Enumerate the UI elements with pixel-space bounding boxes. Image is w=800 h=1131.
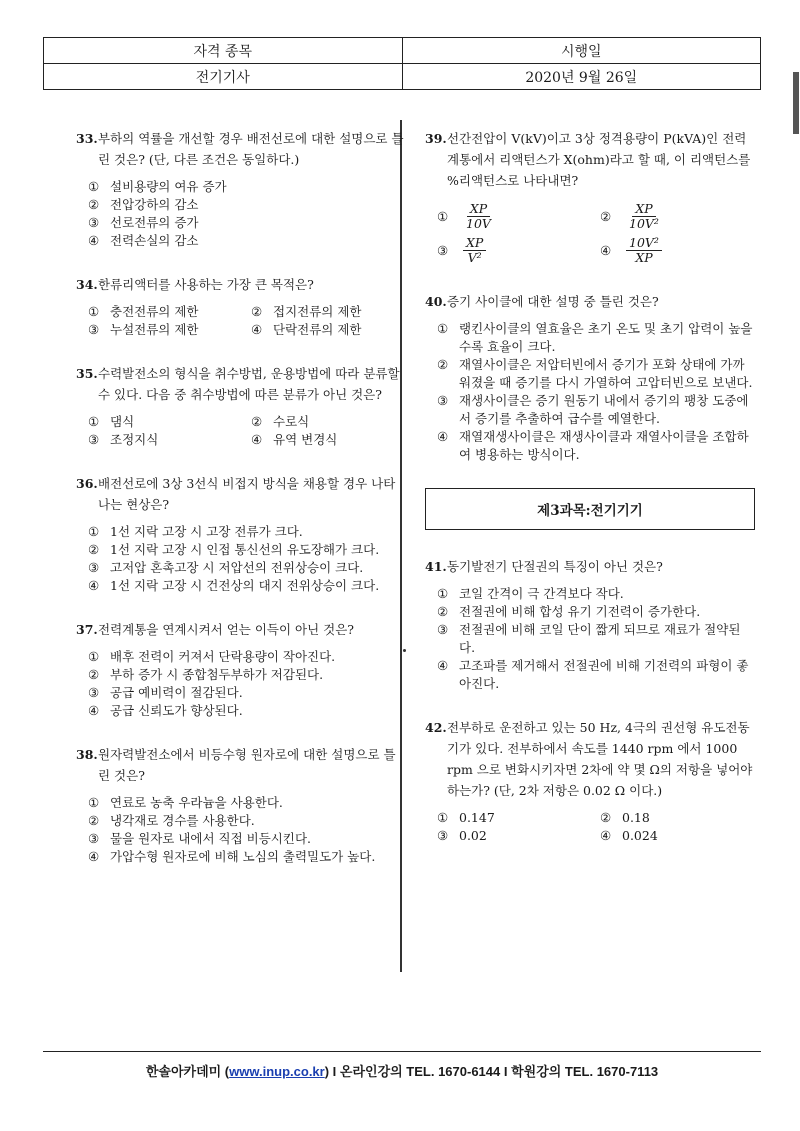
fraction-denominator: V² — [467, 249, 482, 265]
question-number: 34. — [76, 277, 98, 292]
option-mark: ① — [437, 810, 449, 825]
option[interactable] — [437, 621, 755, 657]
option-mark: ① — [88, 524, 100, 539]
option-mark: ② — [600, 810, 612, 825]
fraction — [626, 202, 662, 231]
option[interactable] — [88, 541, 406, 559]
option[interactable] — [88, 178, 406, 196]
option[interactable] — [251, 431, 406, 449]
option-text: 전절권에 비해 코일 단이 짧게 되므로 재료가 절약된다. — [459, 622, 741, 655]
section-title: 제3과목:전기기기 — [537, 503, 643, 519]
question-text: 배전선로에 3상 3선식 비접지 방식을 채용할 경우 나타나는 현상은? — [98, 476, 396, 512]
option-text: 재열재생사이클은 재생사이클과 재열사이클을 조합하여 병용하는 방식이다. — [459, 429, 749, 462]
option-text: 1선 지락 고장 시 인접 통신선의 유도장해가 크다. — [110, 542, 380, 557]
option[interactable] — [437, 392, 755, 428]
option-mark: ③ — [437, 828, 449, 843]
option-mark: ④ — [600, 828, 612, 843]
question-text: 전력계통을 연계시켜서 얻는 이득이 아닌 것은? — [98, 622, 354, 637]
question-38 — [76, 744, 406, 866]
option-text: 공급 신뢰도가 향상된다. — [110, 703, 243, 718]
question-35 — [76, 363, 406, 449]
right-column — [425, 128, 755, 869]
fraction-denominator: 10V² — [629, 215, 659, 231]
option[interactable] — [88, 321, 243, 339]
option[interactable] — [88, 848, 406, 866]
option-mark: ④ — [437, 429, 449, 444]
option-text: 설비용량의 여유 증가 — [110, 179, 227, 194]
option-text: 0.147 — [459, 810, 495, 825]
option[interactable] — [251, 413, 406, 431]
option[interactable] — [437, 657, 755, 693]
footer-contact: ) I 온라인강의 TEL. 1670-6144 I 학원강의 TEL. 1670-7113 — [324, 1064, 659, 1079]
option[interactable] — [88, 214, 406, 232]
option-mark: ② — [251, 414, 263, 429]
option-mark: ③ — [437, 242, 449, 258]
option[interactable] — [437, 603, 755, 621]
option-mark: ③ — [88, 432, 100, 447]
option[interactable] — [251, 303, 406, 321]
section-title-box — [425, 488, 755, 530]
option[interactable] — [88, 812, 406, 830]
question-34 — [76, 274, 406, 339]
edge-mark — [793, 72, 799, 134]
option[interactable] — [88, 303, 243, 321]
question-39 — [425, 128, 755, 267]
question-40 — [425, 291, 755, 464]
question-number: 36. — [76, 476, 98, 491]
fraction — [463, 236, 486, 265]
option-text: 냉각재로 경수를 사용한다. — [110, 813, 255, 828]
option-mark: ② — [88, 197, 100, 212]
option-mark: ② — [251, 304, 263, 319]
question-number: 37. — [76, 622, 98, 637]
option[interactable] — [251, 321, 406, 339]
header-label-date: 시행일 — [402, 38, 761, 64]
option-mark: ① — [437, 208, 449, 224]
option[interactable] — [88, 794, 406, 812]
option-mark: ② — [88, 542, 100, 557]
question-number: 38. — [76, 747, 98, 762]
option-mark: ③ — [437, 622, 449, 637]
option-list — [76, 523, 406, 595]
option-text: 연료로 농축 우라늄을 사용한다. — [110, 795, 283, 810]
footer-academy: 한솔아카데미 ( — [145, 1064, 230, 1079]
option-mark: ③ — [88, 215, 100, 230]
option-mark: ① — [437, 321, 449, 336]
option[interactable] — [437, 585, 755, 603]
question-number: 35. — [76, 366, 98, 381]
left-column — [76, 128, 406, 890]
option-list — [425, 585, 755, 693]
option[interactable] — [437, 199, 592, 233]
fraction-numerator: XP — [463, 236, 486, 251]
fraction-numerator: 10V² — [626, 236, 662, 251]
question-number: 33. — [76, 131, 98, 146]
fraction — [626, 236, 662, 265]
option[interactable] — [88, 232, 406, 250]
option-text: 1선 지락 고장 시 건전상의 대지 전위상승이 크다. — [110, 578, 380, 593]
option[interactable] — [88, 413, 243, 431]
option-mark: ③ — [88, 831, 100, 846]
option-text: 재생사이클은 증기 원동기 내에서 증기의 팽창 도중에서 증기를 추출하여 급수를 예열한다. — [459, 393, 749, 426]
option-text: 고조파를 제거해서 전절권에 비해 기전력의 파형이 좋아진다. — [459, 658, 749, 691]
option-list — [425, 320, 755, 464]
option-text: 유역 변경식 — [273, 432, 338, 447]
option-text: 단락전류의 제한 — [273, 322, 362, 337]
option-mark: ④ — [251, 322, 263, 337]
footer-website-link[interactable]: www.inup.co.kr — [229, 1064, 325, 1079]
option[interactable] — [600, 827, 755, 845]
question-number: 41. — [425, 559, 447, 574]
question-37 — [76, 619, 406, 720]
question-text: 동기발전기 단절권의 특징이 아닌 것은? — [447, 559, 663, 574]
option-text: 전절권에 비해 합성 유기 기전력이 증가한다. — [459, 604, 701, 619]
option-text: 댐식 — [110, 414, 135, 429]
option-text: 충전전류의 제한 — [110, 304, 199, 319]
option-list — [76, 413, 406, 449]
fraction-denominator: 10V — [466, 215, 491, 231]
fraction-denominator: XP — [635, 249, 653, 265]
option-text: 누설전류의 제한 — [110, 322, 199, 337]
option[interactable] — [437, 428, 755, 464]
option[interactable] — [600, 809, 755, 827]
header-value-subject: 전기기사 — [44, 64, 403, 90]
option-mark: ④ — [88, 578, 100, 593]
option[interactable] — [88, 196, 406, 214]
option-text: 선로전류의 증가 — [110, 215, 199, 230]
option[interactable] — [88, 702, 406, 720]
option-text: 물을 원자로 내에서 직접 비등시킨다. — [110, 831, 311, 846]
option[interactable] — [437, 356, 755, 392]
option-text: 전압강하의 감소 — [110, 197, 199, 212]
option-text: 코일 간격이 극 간격보다 작다. — [459, 586, 624, 601]
option-mark: ① — [88, 179, 100, 194]
question-text: 한류리액터를 사용하는 가장 큰 목적은? — [98, 277, 314, 292]
option[interactable] — [437, 233, 592, 267]
option[interactable] — [88, 577, 406, 595]
option[interactable] — [88, 666, 406, 684]
option-mark: ③ — [88, 322, 100, 337]
option-list — [425, 809, 755, 845]
option[interactable] — [437, 827, 592, 845]
option-list — [76, 178, 406, 250]
header-value-date: 2020년 9월 26일 — [402, 64, 761, 90]
question-number: 40. — [425, 294, 447, 309]
question-number: 39. — [425, 131, 447, 146]
fraction-numerator: XP — [632, 202, 655, 217]
option-mark: ① — [88, 649, 100, 664]
option-mark: ① — [88, 795, 100, 810]
option-mark: ① — [88, 304, 100, 319]
option-mark: ④ — [437, 658, 449, 673]
question-number: 42. — [425, 720, 447, 735]
option[interactable] — [88, 431, 243, 449]
option-text: 재열사이클은 저압터빈에서 증기가 포화 상태에 가까워졌을 때 증기를 다시 가열하여 고압터빈으로 보낸다. — [459, 357, 753, 390]
option[interactable] — [600, 233, 755, 267]
option-mark: ① — [88, 414, 100, 429]
option-mark: ④ — [88, 703, 100, 718]
option-mark: ④ — [251, 432, 263, 447]
option-text: 공급 예비력이 절감된다. — [110, 685, 243, 700]
option-text: 부하 증가 시 종합첨두부하가 저감된다. — [110, 667, 324, 682]
exam-header-table — [43, 37, 761, 90]
option-mark: ② — [600, 208, 612, 224]
option-text: 배후 전력이 커져서 단락용량이 작아진다. — [110, 649, 336, 664]
option-text: 수로식 — [273, 414, 310, 429]
option-mark: ② — [437, 604, 449, 619]
option-list — [425, 199, 755, 267]
option[interactable] — [88, 648, 406, 666]
option-mark: ④ — [88, 849, 100, 864]
option-text: 0.024 — [622, 828, 658, 843]
question-text: 선간전압이 V(kV)이고 3상 정격용량이 P(kVA)인 전력계통에서 리액턴스가 X(ohm)라고 할 때, 이 리액턴스를 %리액턴스로 나타내면? — [447, 131, 751, 188]
question-41 — [425, 556, 755, 693]
option[interactable] — [600, 199, 755, 233]
question-text: 부하의 역률을 개선할 경우 배전선로에 대한 설명으로 틀린 것은? (단, 다른 조건은 동일하다.) — [98, 131, 404, 167]
question-text: 수력발전소의 형식을 취수방법, 운용방법에 따라 분류할 수 있다. 다음 중 취수방법에 따른 분류가 아닌 것은? — [98, 366, 400, 402]
option[interactable] — [88, 830, 406, 848]
option-text: 1선 지락 고장 시 고장 전류가 크다. — [110, 524, 303, 539]
question-text: 증기 사이클에 대한 설명 중 틀린 것은? — [447, 294, 659, 309]
option-text: 0.18 — [622, 810, 650, 825]
option-mark: ④ — [600, 242, 612, 258]
fraction — [463, 202, 494, 231]
question-33 — [76, 128, 406, 250]
option-list — [76, 303, 406, 339]
option[interactable] — [437, 320, 755, 356]
question-42 — [425, 717, 755, 845]
option-mark: ③ — [437, 393, 449, 408]
option-list — [76, 648, 406, 720]
header-label-subject: 자격 종목 — [44, 38, 403, 64]
question-text: 전부하로 운전하고 있는 50 Hz, 4극의 권선형 유도전동기가 있다. 전부하에서 속도를 1440 rpm 에서 1000 rpm 으로 변화시키자면 2차에 약 몇 Ω의 저항을 넣어야 하는가? (단, 2차 저항은 0.02 Ω 이다.) — [447, 720, 753, 798]
option-text: 고저압 혼촉고장 시 저압선의 전위상승이 크다. — [110, 560, 364, 575]
option-text: 랭킨사이클의 열효율은 초기 온도 및 초기 압력이 높을수록 효율이 크다. — [459, 321, 753, 354]
option-text: 접지전류의 제한 — [273, 304, 362, 319]
option-mark: ③ — [88, 685, 100, 700]
option-text: 조정지식 — [110, 432, 159, 447]
option[interactable] — [88, 523, 406, 541]
option-text: 전력손실의 감소 — [110, 233, 199, 248]
option-mark: ② — [437, 357, 449, 372]
question-36 — [76, 473, 406, 595]
question-text: 원자력발전소에서 비등수형 원자로에 대한 설명으로 틀린 것은? — [98, 747, 396, 783]
option-mark: ② — [88, 813, 100, 828]
option[interactable] — [437, 809, 592, 827]
option-mark: ③ — [88, 560, 100, 575]
option-text: 가압수형 원자로에 비해 노심의 출력밀도가 높다. — [110, 849, 376, 864]
option-mark: ② — [88, 667, 100, 682]
option[interactable] — [88, 684, 406, 702]
option-list — [76, 794, 406, 866]
option-mark: ① — [437, 586, 449, 601]
option-text: 0.02 — [459, 828, 487, 843]
option[interactable] — [88, 559, 406, 577]
page-footer — [43, 1051, 761, 1080]
fraction-numerator: XP — [467, 202, 490, 217]
option-mark: ④ — [88, 233, 100, 248]
